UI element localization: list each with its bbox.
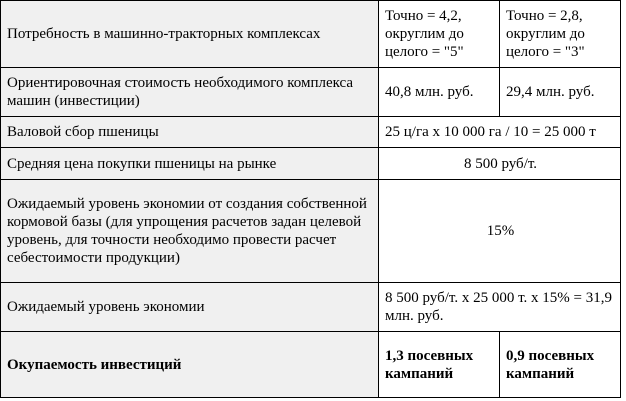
option-a-cell: 40,8 млн. руб. [379, 68, 500, 117]
row-label: Ожидаемый уровень экономии [1, 283, 379, 332]
option-a-cell: 1,3 посевных кампаний [379, 332, 500, 398]
option-a-cell: Точно = 4,2, округлим до целого = "5" [379, 1, 500, 68]
table-row [1, 68, 621, 117]
table-row [1, 148, 621, 180]
table-row [1, 180, 621, 283]
table-row [1, 117, 621, 148]
row-label: Ориентировочная стоимость необходимого комплекса машин (инвестиции) [1, 68, 379, 117]
row-label: Ожидаемый уровень экономии от создания собственной кормовой базы (для упрощения расчетов задан целевой уровень, для точности необходимо провести расчет себестоимости продукции) [1, 180, 379, 283]
value-cell: 8 500 руб/т. [379, 148, 621, 180]
row-label: Средняя цена покупки пшеницы на рынке [1, 148, 379, 180]
option-b-cell: 0,9 посевных кампаний [500, 332, 621, 398]
row-label: Окупаемость инвестиций [1, 332, 379, 398]
value-cell: 15% [379, 180, 621, 283]
option-b-cell: 29,4 млн. руб. [500, 68, 621, 117]
value-cell: 25 ц/га х 10 000 га / 10 = 25 000 т [379, 117, 621, 148]
row-label: Потребность в машинно-тракторных комплексах [1, 1, 379, 68]
option-b-cell: Точно = 2,8, округлим до целого = "3" [500, 1, 621, 68]
row-label: Валовой сбор пшеницы [1, 117, 379, 148]
value-cell: 8 500 руб/т. х 25 000 т. х 15% = 31,9 млн. руб. [379, 283, 621, 332]
table-row [1, 332, 621, 398]
table-row [1, 283, 621, 332]
table-row [1, 1, 621, 68]
